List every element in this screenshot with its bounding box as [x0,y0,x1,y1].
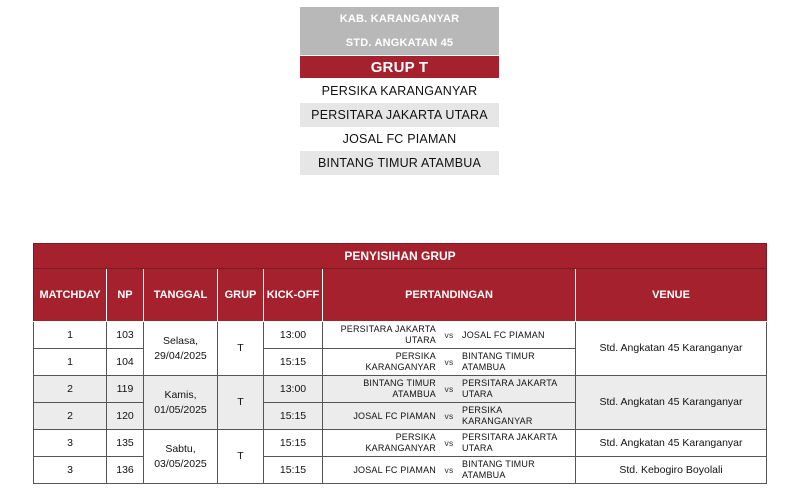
header-matchday: MATCHDAY [34,269,107,322]
group-team: PERSITARA JAKARTA UTARA [300,103,499,127]
vs-label: vs [444,330,454,340]
group-cell: T [218,376,264,430]
venue-cell: Std. Angkatan 45 Karanganyar [576,322,767,376]
kickoff-cell: 15:15 [264,457,323,484]
date-value: 03/05/2025 [154,457,207,470]
kickoff-cell: 13:00 [264,322,323,349]
matchday-cell: 1 [34,322,107,349]
schedule-title: PENYISIHAN GRUP [34,244,767,269]
np-cell: 104 [107,349,144,376]
table-row [34,457,767,484]
table-row [34,430,767,457]
matchday-cell: 2 [34,403,107,430]
home-team: PERSIKA KARANGANYAR [365,432,436,453]
np-cell: 136 [107,457,144,484]
kickoff-cell: 15:15 [264,430,323,457]
vs-label: vs [444,411,454,421]
away-team: PERSITARA JAKARTA UTARA [462,378,557,399]
header-tanggal: TANGGAL [144,269,218,322]
venue-cell: Std. Angkatan 45 Karanganyar [576,430,767,457]
match-cell [323,376,576,403]
date-day: Sabtu, [165,442,196,455]
home-team: JOSAL FC PIAMAN [353,410,436,421]
group-region: KAB. KARANGANYAR [300,7,499,31]
group-team: PERSIKA KARANGANYAR [300,79,499,103]
group-team: JOSAL FC PIAMAN [300,127,499,151]
np-cell: 103 [107,322,144,349]
date-value: 01/05/2025 [154,403,207,416]
group-cell: T [218,322,264,376]
match-cell [323,403,576,430]
matchday-cell: 3 [34,430,107,457]
home-team: BINTANG TIMUR ATAMBUA [363,378,436,399]
header-grup: GRUP [218,269,264,322]
away-team: PERSITARA JAKARTA UTARA [462,432,557,453]
match-cell [323,349,576,376]
np-cell: 135 [107,430,144,457]
kickoff-cell: 13:00 [264,376,323,403]
date-cell [144,430,218,484]
away-team: BINTANG TIMUR ATAMBUA [462,351,535,372]
vs-label: vs [444,465,454,475]
home-team: PERSITARA JAKARTA UTARA [340,324,436,345]
match-cell [323,430,576,457]
group-team: BINTANG TIMUR ATAMBUA [300,151,499,175]
date-day: Kamis, [164,388,197,401]
venue-cell: Std. Kebogiro Boyolali [576,457,767,484]
matchday-cell: 1 [34,349,107,376]
kickoff-cell: 15:15 [264,349,323,376]
header-np: NP [107,269,144,322]
away-team: BINTANG TIMUR ATAMBUA [462,459,535,480]
match-cell [323,457,576,484]
table-row [34,322,767,349]
matchday-cell: 3 [34,457,107,484]
vs-label: vs [444,384,454,394]
date-cell [144,376,218,430]
date-cell [144,322,218,376]
away-team: JOSAL FC PIAMAN [462,329,545,340]
table-row [34,376,767,403]
vs-label: vs [444,438,454,448]
np-cell: 119 [107,376,144,403]
header-kickoff: KICK-OFF [264,269,323,322]
date-value: 29/04/2025 [154,349,207,362]
schedule-header-row [34,269,767,322]
kickoff-cell: 15:15 [264,403,323,430]
away-team: PERSIKA KARANGANYAR [462,405,533,426]
group-stadium: STD. ANGKATAN 45 [300,31,499,55]
date-day: Selasa, [162,334,199,347]
match-cell [323,322,576,349]
vs-label: vs [444,357,454,367]
home-team: PERSIKA KARANGANYAR [365,351,436,372]
header-pertandingan: PERTANDINGAN [323,269,576,322]
header-venue: VENUE [576,269,767,322]
venue-cell: Std. Angkatan 45 Karanganyar [576,376,767,430]
group-title: GRUP T [300,56,499,78]
group-card [300,7,499,175]
np-cell: 120 [107,403,144,430]
group-cell: T [218,430,264,484]
home-team: JOSAL FC PIAMAN [353,464,436,475]
matchday-cell: 2 [34,376,107,403]
schedule-table [33,243,767,484]
